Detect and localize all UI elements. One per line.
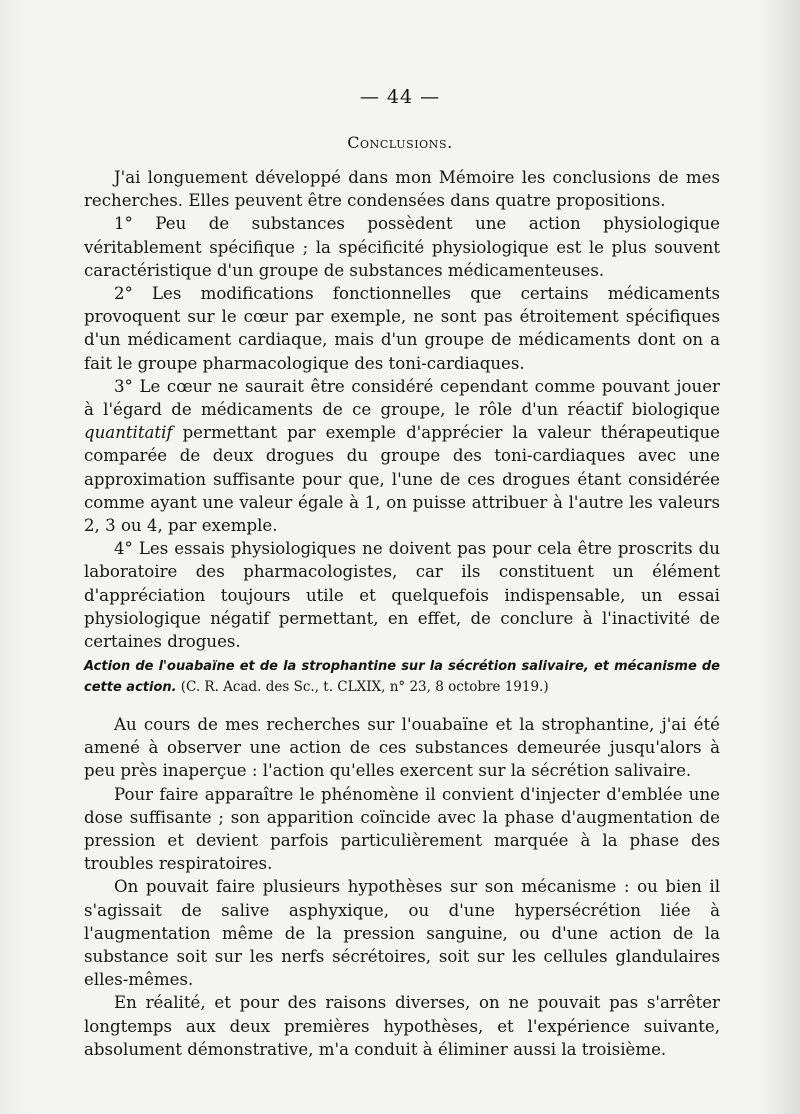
text-run: 3° Le cœur ne saurait être considéré cependant comme pouvant jouer à l'égard de médicaments de ce groupe, le rôle d'un réactif biologique (84, 376, 720, 420)
section-title: Conclusions. (347, 133, 453, 152)
paragraph: Pour faire apparaître le phénomène il convient d'injecter d'emblée une dose suffisante ; son apparition coïncide avec la phase d'augmentation de pression et devient parfois particulièrement marquée à la phase des troubles respiratoires. (84, 784, 720, 874)
paragraph: 2° Les modifications fonctionnelles que certains médicaments provoquent sur le cœur par exemple, ne sont pas étroitement spécifiques d'un médicament cardiaque, mais d'un groupe de médicaments dont on a fait le groupe pharmacologique des toni-cardiaques. (84, 284, 720, 373)
article-reference: (C. R. Acad. des Sc., t. CLXIX, n° 23, 8 octobre 1919.) (180, 679, 549, 695)
article-heading (84, 657, 720, 698)
paragraph: J'ai longuement développé dans mon Mémoire les conclusions de mes recherches. Elles peuvent être condensées dans quatre propositions. (84, 168, 720, 211)
paragraph (84, 375, 720, 537)
page-number: — 44 — (359, 86, 441, 108)
paragraph: Au cours de mes recherches sur l'ouabaïne et la strophantine, j'ai été amené à observer une action de ces substances demeurée jusqu'alors à peu près inaperçue : l'action qu'elles exercent sur la sécrétion salivaire. (84, 715, 720, 781)
paragraph: 1° Peu de substances possèdent une action physiologique véritablement spécifique ; la spécificité physiologique est le plus souvent caractéristique d'un groupe de substances médicamenteuses. (84, 214, 720, 280)
paragraph: En réalité, et pour des raisons diverses, on ne pouvait pas s'arrêter longtemps aux deux premières hypothèses, et l'expérience suivante, absolument démonstrative, m'a conduit à éliminer aussi la troisième. (84, 993, 720, 1059)
conclusions-section (84, 166, 720, 653)
paragraph: On pouvait faire plusieurs hypothèses sur son mécanisme : ou bien il s'agissait de salive asphyxique, ou d'une hypersécrétion liée à l'augmentation même de la pression sanguine, ou d'une action de la substance soit sur les nerfs sécrétoires, soit sur les cellules glandulaires elles-mêmes. (84, 877, 720, 990)
article-body (84, 713, 720, 1061)
paragraph: 4° Les essais physiologiques ne doivent pas pour cela être proscrits du laboratoire des pharmacologistes, car ils constituent un élément d'appréciation toujours utile et quelquefois indispensable, un essai physiologique négatif permettant, en effet, de conclure à l'inactivité de certaines drogues. (84, 539, 720, 652)
emphasis-text: quantitatif (84, 423, 173, 443)
text-run: permettant par exemple d'apprécier la valeur thérapeutique comparée de deux drogues du groupe des toni-cardiaques avec une approximation suffisante pour que, l'une de ces drogues étant considérée comme ayant une valeur égale à 1, on puisse attribuer à l'autre les valeurs 2, 3 ou 4, par exemple. (84, 423, 720, 536)
article-title: Action de l'ouabaïne et de la strophantine sur la sécrétion salivaire, et mécanisme de cette action. (84, 659, 720, 695)
